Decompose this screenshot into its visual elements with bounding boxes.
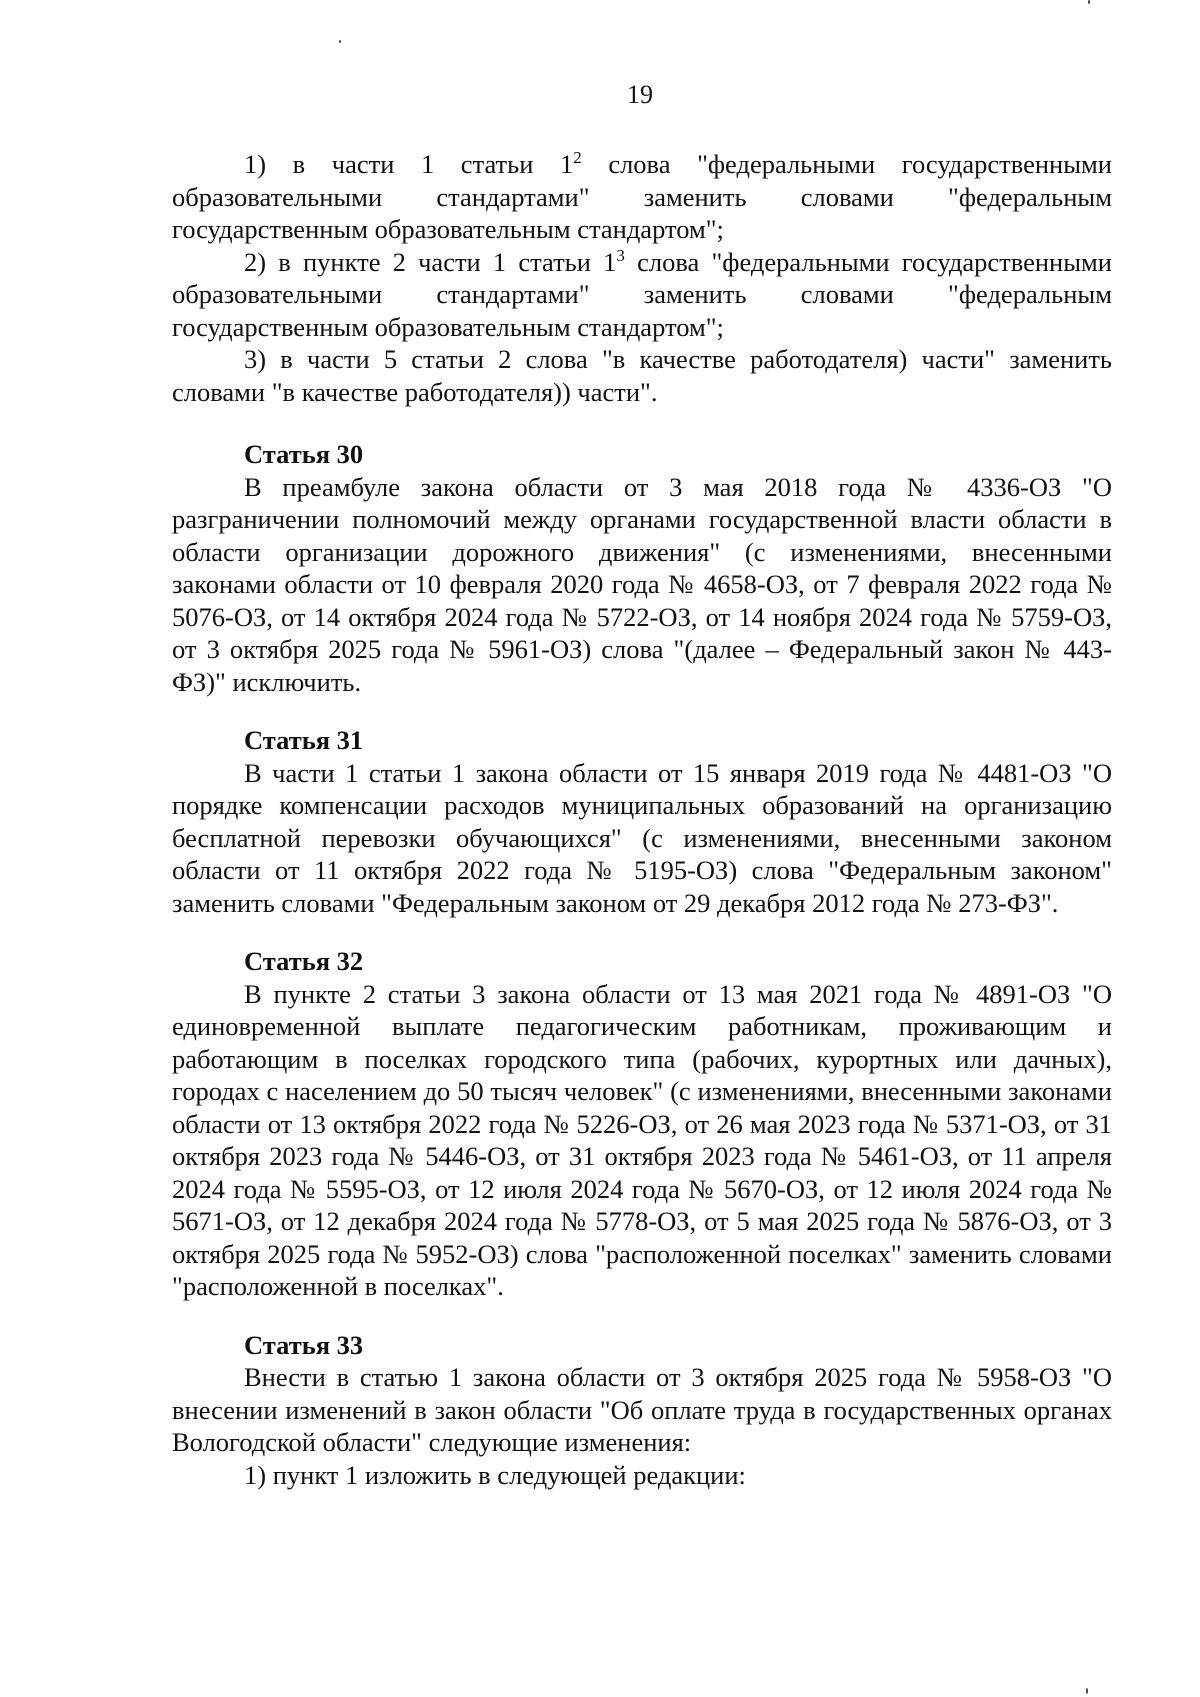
article-heading-31: Статья 31 bbox=[244, 725, 364, 755]
superscript: 2 bbox=[573, 148, 582, 167]
scan-speck bbox=[1086, 1688, 1088, 1694]
article-31-paragraph: В части 1 статьи 1 закона области от 15 января 2019 года № 4481-ОЗ "О порядке компенсации расходов муниципальных образований на организацию бесплатной перевозки обучающихся" (с изменениями, внесенными законом области от 11 октября 2022 года № 5195-ОЗ) слова "Федеральным законом" заменить словами "Федеральным законом от 29 декабря 2012 года № 273-ФЗ". bbox=[172, 757, 1112, 918]
page-number: 19 bbox=[627, 80, 653, 109]
article-heading-32: Статья 32 bbox=[244, 946, 364, 976]
amendment-item-1-text: 1) в части 1 статьи 1 bbox=[244, 149, 574, 179]
superscript: 3 bbox=[616, 245, 625, 265]
amendment-item-1-text-cont: слова "федеральными государственными образовательными стандартами" заменить словами "федеральным государственным образовательным стандартом"; bbox=[172, 149, 1112, 244]
article-32-paragraph: В пункте 2 статьи 3 закона области от 13 мая 2021 года № 4891-ОЗ "О единовременной выплате педагогическим работникам, проживающим и работающим в поселках городского типа (рабочих, курортных или дачных), городах с населением до 50 тысяч человек" (с изменениями, внесенными законами области от 13 октября 2022 года № 5226-ОЗ, от 26 мая 2023 года № 5371-ОЗ, от 31 октября 2023 года № 5446-ОЗ, от 31 октября 2023 года № 5461-ОЗ, от 11 апреля 2024 года № 5595-ОЗ, от 12 июля 2024 года № 5670-ОЗ, от 12 июля 2024 года № 5671-ОЗ, от 12 декабря 2024 года № 5778-ОЗ, от 5 мая 2025 года № 5876-ОЗ, от 3 октября 2025 года № 5952-ОЗ) слова "расположенной поселках" заменить словами "расположенной в поселках". bbox=[172, 978, 1112, 1301]
article-heading-30: Статья 30 bbox=[244, 439, 364, 469]
article-heading-33: Статья 33 bbox=[244, 1329, 364, 1360]
amendment-item-1 bbox=[172, 148, 1112, 246]
article-33-paragraph-1: Внести в статью 1 закона области от 3 октября 2025 года № 5958-ОЗ "О внесении изменений в закон области "Об оплате труда в государственных органах Вологодской области" следующие изменения: bbox=[172, 1362, 1112, 1457]
amendment-item-2-text-cont: слова "федеральными государственными образовательными стандартами" заменить словами "федеральным государственным образовательным стандартом"; bbox=[172, 246, 1112, 342]
amendment-item-2-text: 2) в пункте 2 части 1 статьи 1 bbox=[244, 246, 617, 277]
document-body bbox=[172, 148, 1112, 1491]
amendment-item-2 bbox=[172, 246, 1112, 344]
scan-speck bbox=[339, 40, 341, 43]
article-30-paragraph: В преамбуле закона области от 3 мая 2018 года № 4336-ОЗ "О разграничении полномочий между органами государственной власти области в области организации дорожного движения" (с изменениями, внесенными законами области от 10 февраля 2020 года № 4658-ОЗ, от 7 февраля 2022 года № 5076-ОЗ, от 14 октября 2024 года № 5722-ОЗ, от 14 ноября 2024 года № 5759-ОЗ, от 3 октября 2025 года № 5961-ОЗ) слова "(далее – Федеральный закон № 443-ФЗ)" исключить. bbox=[172, 471, 1112, 697]
article-33-paragraph-2: 1) пункт 1 изложить в следующей редакции: bbox=[244, 1459, 746, 1490]
amendment-item-3: 3) в части 5 статьи 2 слова "в качестве работодателя) части" заменить словами "в качестве работодателя)) части". bbox=[172, 344, 1112, 407]
scan-speck bbox=[1088, 0, 1090, 4]
